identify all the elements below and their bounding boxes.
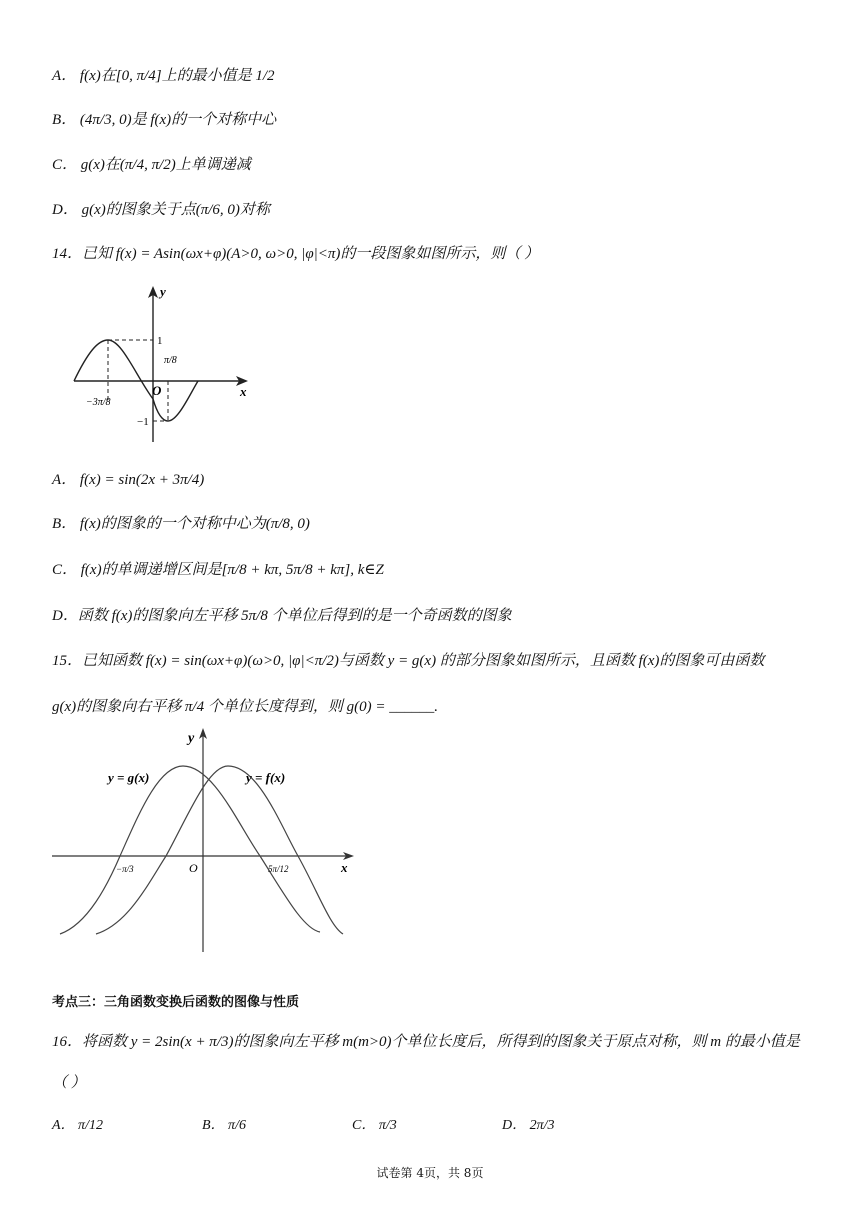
q13-option-b: B． (4π/3, 0)是 f(x)的一个对称中心 <box>52 112 277 128</box>
q15-y-label: y <box>188 731 195 746</box>
q14-option-d: D．函数 f(x)的图象向左平移 5π/8 个单位后得到的是一个奇函数的图象 <box>52 608 512 624</box>
q16-stem-line2: （ ） <box>52 1075 86 1091</box>
q14-stem: 14．已知 f(x) = Asin(ωx+φ)(A>0, ω>0, |φ|<π)的一段图象如图所示，则（ ） <box>52 246 540 262</box>
q15-origin-label: O <box>189 861 198 875</box>
page-footer: 试卷第 4页，共 8页 <box>376 1166 484 1180</box>
q14-tick-pi8: π/8 <box>164 355 177 366</box>
q16-option-b: B． π/6 <box>202 1118 246 1133</box>
q13-option-d: D． g(x)的图象关于点(π/6, 0)对称 <box>52 202 270 218</box>
q14-option-b: B． f(x)的图象的一个对称中心为(π/8, 0) <box>52 516 310 532</box>
q14-origin-label: O <box>152 383 162 398</box>
q15-g-label: y = g(x) <box>108 770 150 785</box>
q14-graph <box>60 282 260 444</box>
q15-g-curve <box>60 766 320 934</box>
q13-option-c: C． g(x)在(π/4, π/2)上单调递减 <box>52 157 251 173</box>
q15-stem-line2: g(x)的图象向右平移 π/4 个单位长度得到，则 g(0) = ______. <box>52 699 438 715</box>
q16-option-a: A． π/12 <box>52 1118 103 1133</box>
q14-option-c: C． f(x)的单调递增区间是[π/8 + kπ, 5π/8 + kπ], k∈Z <box>52 562 384 578</box>
q16-stem-line1: 16．将函数 y = 2sin(x + π/3)的图象向左平移 m(m>0)个单位长度后，所得到的图象关于原点对称，则 m 的最小值是 <box>52 1034 800 1050</box>
q16-option-d: D． 2π/3 <box>502 1118 555 1133</box>
q14-tick-1: 1 <box>157 335 163 347</box>
q15-tick-neg-pi3: −π/3 <box>116 864 134 874</box>
q15-stem-line1: 15．已知函数 f(x) = sin(ωx+φ)(ω>0, |φ|<π/2)与函数 y = g(x) 的部分图象如图所示，且函数 f(x)的图象可由函数 <box>52 653 765 669</box>
q15-tick-5pi12: 5π/12 <box>268 864 289 874</box>
q15-graph <box>48 724 368 956</box>
q14-y-label: y <box>160 284 166 299</box>
q14-x-label: x <box>240 384 247 399</box>
q15-x-label: x <box>341 860 348 875</box>
q16-option-c: C． π/3 <box>352 1118 397 1133</box>
q14-tick-neg3pi8: −3π/8 <box>86 397 111 408</box>
section-3-heading: 考点三：三角函数变换后函数的图像与性质 <box>52 995 300 1010</box>
q14-option-a: A． f(x) = sin(2x + 3π/4) <box>52 472 205 488</box>
q14-tick-neg1: −1 <box>137 416 149 428</box>
q15-f-label: y = f(x) <box>246 770 286 785</box>
q13-option-a: A． f(x)在[0, π/4]上的最小值是 1/2 <box>52 68 275 84</box>
